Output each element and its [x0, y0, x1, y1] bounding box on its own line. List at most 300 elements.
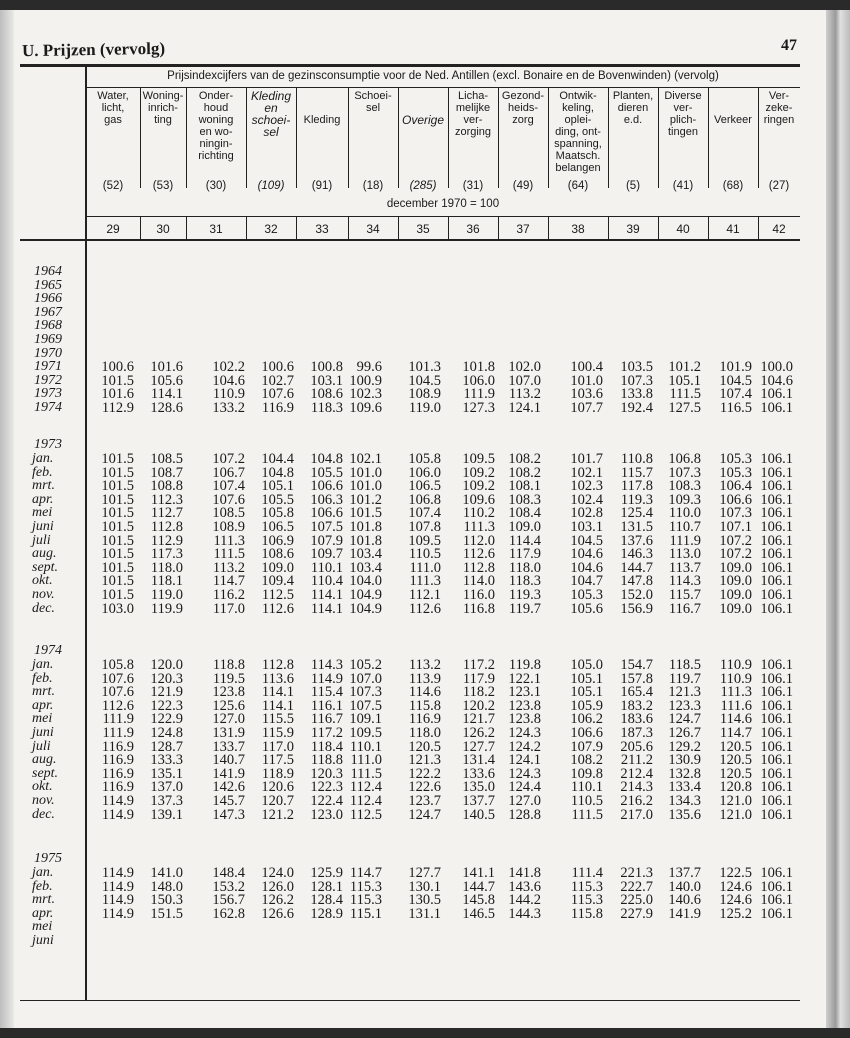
column-weight: (30): [205, 180, 227, 192]
table-cell: 133.6: [462, 765, 495, 782]
table-cell: 109.2: [462, 464, 495, 481]
table-cell: 109.0: [719, 600, 752, 617]
header-bottom-rule: [20, 239, 800, 241]
table-cell: 137.3: [150, 793, 183, 809]
table-cell: 101.5: [101, 451, 134, 467]
table-cell: 110.7: [668, 519, 701, 535]
table-cell: 107.9: [310, 532, 343, 549]
row-label: feb.: [32, 464, 53, 480]
table-cell: 105.0: [570, 657, 603, 673]
table-cell: 156.7: [212, 892, 245, 909]
table-cell: 114.9: [101, 878, 134, 895]
table-row: [0, 794, 820, 808]
table-cell: 100.0: [760, 359, 793, 376]
table-cell: 115.8: [570, 905, 603, 922]
row-label: 1972: [34, 372, 62, 388]
table-cell: 102.8: [570, 505, 603, 522]
row-label: apr.: [32, 491, 54, 507]
table-cell: 126.0: [261, 878, 294, 895]
table-cell: 135.6: [668, 806, 701, 823]
table-cell: 111.3: [463, 519, 495, 535]
table-cell: 120.5: [719, 765, 752, 782]
table-cell: 116.9: [101, 738, 134, 755]
table-row: [0, 588, 820, 602]
table-cell: 148.0: [150, 878, 183, 895]
table-cell: 116.5: [719, 400, 752, 416]
column-weight: (52): [102, 180, 124, 192]
table-cell: 105.5: [310, 464, 343, 481]
table-cell: 107.1: [719, 519, 752, 535]
table-cell: 107.2: [719, 546, 752, 563]
table-cell: 109.0: [508, 519, 541, 535]
table-cell: 107.0: [508, 372, 541, 389]
table-cell: 126.2: [462, 725, 495, 741]
table-cell: 108.3: [508, 491, 541, 508]
table-cell: 115.3: [570, 878, 603, 895]
table-cell: 106.1: [760, 386, 793, 403]
table-cell: 103.1: [310, 372, 343, 389]
table-cell: 110.2: [462, 505, 495, 522]
column-number: 37: [516, 222, 530, 236]
table-cell: 128.9: [310, 905, 343, 922]
table-cell: 121.3: [408, 752, 441, 769]
column-header: Kleding: [303, 114, 341, 126]
row-label: 1971: [34, 359, 62, 375]
table-row: [0, 292, 820, 306]
table-cell: 125.4: [620, 505, 653, 522]
table-cell: 135.1: [150, 765, 183, 782]
table-cell: 131.9: [212, 725, 245, 741]
column-number: 33: [315, 222, 329, 236]
table-cell: 142.6: [212, 779, 245, 796]
table-cell: 113.6: [261, 670, 294, 687]
table-cell: 101.6: [150, 359, 183, 376]
table-cell: 137.0: [150, 779, 183, 796]
table-cell: 124.6: [719, 892, 752, 909]
column-number: 41: [726, 222, 740, 236]
table-cell: 106.1: [760, 587, 793, 603]
table-cell: 111.5: [213, 546, 245, 563]
table-cell: 117.2: [462, 657, 495, 673]
row-label: jan.: [32, 451, 54, 466]
table-cell: 109.2: [462, 478, 495, 495]
table-cell: 113.2: [408, 657, 441, 673]
table-cell: 141.9: [668, 905, 701, 922]
table-cell: 130.1: [408, 878, 441, 895]
table-row: [0, 452, 820, 466]
table-row: [0, 934, 820, 948]
table-cell: 106.1: [760, 892, 793, 909]
table-cell: 106.7: [212, 464, 245, 481]
table-cell: 154.7: [620, 657, 653, 673]
column-weight: (5): [625, 180, 641, 192]
table-cell: 118.0: [408, 725, 441, 741]
table-cell: 131.4: [462, 752, 495, 769]
table-cell: 114.7: [349, 865, 382, 881]
table-cell: 115.4: [310, 684, 343, 701]
table-cell: 126.7: [668, 725, 701, 741]
row-label: 1966: [34, 291, 62, 307]
table-cell: 108.9: [408, 386, 441, 403]
table-cell: 141.1: [462, 865, 495, 881]
table-cell: 104.6: [570, 546, 603, 563]
table-cell: 103.6: [570, 386, 603, 403]
table-cell: 101.5: [101, 587, 134, 603]
table-cell: 123.8: [508, 697, 541, 714]
table-cell: 114.1: [310, 600, 343, 617]
table-cell: 141.9: [212, 765, 245, 782]
table-cell: 109.6: [349, 400, 382, 416]
table-cell: 118.0: [508, 559, 541, 576]
table-cell: 133.4: [668, 779, 701, 796]
table-cell: 110.5: [570, 793, 603, 809]
table-cell: 121.0: [719, 806, 752, 823]
table-cell: 110.9: [719, 670, 752, 687]
table-cell: 101.5: [349, 505, 382, 522]
table-cell: 106.1: [760, 670, 793, 687]
table-cell: 120.5: [719, 752, 752, 769]
table-cell: 119.7: [508, 600, 541, 617]
table-cell: 118.5: [668, 657, 701, 673]
table-cell: 106.1: [760, 725, 793, 741]
table-cell: 114.3: [668, 573, 701, 590]
table-cell: 140.6: [668, 892, 701, 909]
table-cell: 183.6: [620, 711, 653, 728]
table-cell: 105.1: [261, 478, 294, 495]
table-cell: 123.3: [668, 697, 701, 714]
table-cell: 110.5: [408, 546, 441, 563]
column-weight: (64): [567, 180, 589, 192]
table-cell: 137.6: [620, 532, 653, 549]
table-cell: 130.5: [408, 892, 441, 909]
table-cell: 114.3: [310, 657, 343, 673]
column-header: Diverse ver- plich- tingen: [664, 90, 702, 138]
table-cell: 114.9: [101, 793, 134, 809]
row-label: jan.: [32, 865, 54, 880]
table-cell: 104.9: [349, 600, 382, 617]
table-cell: 114.6: [719, 711, 752, 728]
table-cell: 105.2: [349, 657, 382, 673]
table-cell: 108.4: [508, 505, 541, 522]
table-cell: 123.8: [508, 711, 541, 728]
row-label: okt.: [32, 573, 53, 589]
row-label: aug.: [32, 752, 57, 768]
table-cell: 101.0: [349, 478, 382, 495]
table-cell: 114.1: [261, 697, 294, 714]
table-cell: 101.5: [101, 464, 134, 481]
table-cell: 147.8: [620, 573, 653, 590]
table-cell: 117.3: [150, 546, 183, 563]
table-cell: 124.2: [508, 738, 541, 755]
table-cell: 110.8: [620, 451, 653, 467]
table-cell: 121.2: [261, 806, 294, 823]
table-cell: 165.4: [620, 684, 653, 701]
table-cell: 100.6: [261, 359, 294, 376]
column-header: Onder- houd woning en wo- ningin- richting: [198, 90, 234, 162]
table-row: [0, 279, 820, 293]
table-cell: 117.5: [261, 752, 294, 769]
table-cell: 137.7: [462, 793, 495, 809]
table-cell: 146.5: [462, 905, 495, 922]
table-cell: 110.0: [668, 505, 701, 522]
table-cell: 112.6: [408, 600, 441, 617]
table-cell: 112.7: [150, 505, 183, 522]
section-heading: 1973: [34, 437, 62, 452]
table-cell: 115.7: [620, 464, 653, 481]
table-cell: 128.1: [310, 878, 343, 895]
table-cell: 106.1: [760, 559, 793, 576]
table-cell: 140.0: [668, 878, 701, 895]
column-header: Gezond- heids- zorg: [501, 90, 545, 126]
table-cell: 124.3: [508, 765, 541, 782]
table-cell: 108.5: [150, 451, 183, 467]
table-cell: 106.3: [310, 491, 343, 508]
row-label: mrt.: [32, 478, 55, 494]
table-cell: 102.2: [212, 359, 245, 376]
table-cell: 162.8: [212, 905, 245, 922]
row-label: 1974: [34, 400, 62, 415]
table-cell: 139.1: [150, 806, 183, 823]
table-cell: 116.9: [408, 711, 441, 728]
table-cell: 102.1: [570, 464, 603, 481]
table-cell: 183.2: [620, 697, 653, 714]
base-period: december 1970 = 100: [386, 198, 500, 210]
table-cell: 114.9: [101, 892, 134, 909]
table-cell: 106.1: [760, 451, 793, 467]
table-cell: 125.6: [212, 697, 245, 714]
row-label: feb.: [32, 670, 53, 686]
table-cell: 227.9: [620, 905, 653, 922]
table-cell: 144.3: [508, 905, 541, 922]
table-cell: 109.0: [719, 587, 752, 603]
row-label: aug.: [32, 546, 57, 562]
table-cell: 124.1: [508, 752, 541, 769]
base-rule: [86, 216, 800, 217]
table-cell: 112.8: [462, 559, 495, 576]
table-cell: 124.8: [150, 725, 183, 741]
table-cell: 105.8: [408, 451, 441, 467]
table-cell: 112.0: [462, 532, 495, 549]
column-header: Overige: [401, 113, 445, 127]
table-cell: 106.1: [760, 491, 793, 508]
table-cell: 124.7: [408, 806, 441, 823]
table-cell: 116.1: [310, 697, 343, 714]
table-cell: 129.2: [668, 738, 701, 755]
table-cell: 105.6: [150, 372, 183, 389]
table-cell: 111.4: [571, 865, 603, 881]
row-label: juli: [32, 738, 51, 754]
table-cell: 140.5: [462, 806, 495, 823]
table-cell: 104.9: [349, 587, 382, 603]
row-label: 1973: [34, 386, 62, 402]
table-cell: 117.2: [310, 725, 343, 741]
column-weight: (109): [257, 180, 285, 192]
table-cell: 107.0: [349, 670, 382, 687]
table-cell: 225.0: [620, 892, 653, 909]
table-cell: 112.6: [101, 697, 134, 714]
table-cell: 120.7: [261, 793, 294, 809]
table-cell: 115.1: [349, 905, 382, 922]
column-header: Ontwik- keling, oplei- ding, ont- spanning, Maatsch. belangen: [554, 90, 602, 174]
table-cell: 119.7: [668, 670, 701, 687]
row-label: juli: [32, 532, 51, 548]
table-cell: 115.9: [261, 725, 294, 741]
column-weight: (31): [462, 180, 484, 192]
table-cell: 112.4: [349, 779, 382, 796]
table-cell: 217.0: [620, 806, 653, 823]
table-cell: 106.1: [760, 519, 793, 535]
scan-bottom-border: [0, 1028, 850, 1038]
table-cell: 114.6: [408, 684, 441, 701]
column-weight: (27): [768, 180, 790, 192]
table-cell: 109.7: [310, 546, 343, 563]
table-row: [0, 333, 820, 347]
table-cell: 133.3: [150, 752, 183, 769]
table-cell: 107.5: [310, 519, 343, 535]
table-cell: 106.8: [408, 491, 441, 508]
table-cell: 113.2: [508, 386, 541, 403]
column-header: Kleding en schoei- sel: [250, 89, 292, 139]
table-cell: 118.3: [310, 400, 343, 416]
table-cell: 114.9: [310, 670, 343, 687]
table-cell: 144.7: [620, 559, 653, 576]
table-cell: 100.4: [570, 359, 603, 376]
table-cell: 112.8: [150, 519, 183, 535]
table-cell: 106.1: [760, 697, 793, 714]
table-cell: 101.5: [101, 478, 134, 495]
row-label: nov.: [32, 793, 55, 808]
table-cell: 116.9: [101, 779, 134, 796]
table-cell: 124.1: [508, 400, 541, 416]
table-cell: 114.4: [508, 532, 541, 549]
table-cell: 107.4: [212, 478, 245, 495]
table-cell: 107.6: [261, 386, 294, 403]
table-row: [0, 808, 820, 822]
table-cell: 118.8: [212, 657, 245, 673]
table-cell: 107.6: [101, 684, 134, 701]
table-row: [0, 726, 820, 740]
table-cell: 109.3: [668, 491, 701, 508]
table-cell: 100.6: [101, 359, 134, 376]
table-cell: 117.0: [212, 600, 245, 617]
table-cell: 111.3: [213, 532, 245, 549]
column-weight: (68): [722, 180, 744, 192]
table-cell: 103.0: [101, 600, 134, 617]
table-cell: 151.5: [150, 905, 183, 922]
table-cell: 114.7: [212, 573, 245, 590]
table-cell: 122.9: [150, 711, 183, 728]
column-number: 39: [626, 222, 640, 236]
table-cell: 212.4: [620, 765, 653, 782]
column-weight: (91): [311, 180, 333, 192]
row-label: apr.: [32, 697, 54, 713]
table-cell: 114.1: [310, 587, 343, 603]
table-cell: 109.4: [261, 573, 294, 590]
table-cell: 116.0: [462, 587, 495, 603]
table-cell: 112.3: [150, 491, 183, 508]
column-header: Ver- zeke- ringen: [763, 90, 795, 126]
table-title: Prijsindexcijfers van de gezinsconsumptie voor de Ned. Antillen (excl. Bonaire en de Bovenwinden) (vervolg): [167, 70, 719, 82]
table-cell: 106.1: [760, 400, 793, 416]
table-cell: 103.4: [349, 559, 382, 576]
row-label: jan.: [32, 657, 54, 672]
table-cell: 100.9: [349, 372, 382, 389]
table-cell: 141.8: [508, 865, 541, 881]
column-header: Licha- melijke ver- zorging: [454, 90, 492, 138]
row-label: okt.: [32, 779, 53, 795]
table-cell: 107.8: [408, 519, 441, 535]
row-label: apr.: [32, 905, 54, 921]
table-cell: 192.4: [620, 400, 653, 416]
table-cell: 108.6: [310, 386, 343, 403]
table-cell: 115.3: [349, 892, 382, 909]
table-cell: 106.1: [760, 765, 793, 782]
table-cell: 109.0: [261, 559, 294, 576]
table-cell: 121.9: [150, 684, 183, 701]
table-cell: 105.6: [570, 600, 603, 617]
table-cell: 109.5: [462, 451, 495, 467]
table-cell: 144.2: [508, 892, 541, 909]
column-weight: (18): [362, 180, 384, 192]
table-cell: 214.3: [620, 779, 653, 796]
table-cell: 103.5: [620, 359, 653, 376]
table-cell: 113.0: [668, 546, 701, 563]
table-row: [0, 602, 820, 616]
table-cell: 104.5: [408, 372, 441, 389]
table-cell: 106.1: [760, 752, 793, 769]
table-cell: 107.4: [719, 386, 752, 403]
column-weight: (53): [152, 180, 174, 192]
table-cell: 106.9: [261, 532, 294, 549]
table-cell: 112.9: [150, 532, 183, 549]
table-cell: 104.0: [349, 573, 382, 590]
table-cell: 114.7: [719, 725, 752, 741]
table-cell: 101.5: [101, 505, 134, 522]
table-cell: 113.7: [668, 559, 701, 576]
table-cell: 104.6: [570, 559, 603, 576]
table-cell: 119.0: [408, 400, 441, 416]
row-label: 1969: [34, 332, 62, 347]
table-cell: 101.0: [570, 372, 603, 389]
table-cell: 140.7: [212, 752, 245, 769]
table-cell: 101.9: [719, 359, 752, 376]
column-weight: (41): [672, 180, 694, 192]
table-cell: 145.8: [462, 892, 495, 909]
table-cell: 106.1: [760, 546, 793, 563]
table-cell: 127.5: [668, 400, 701, 416]
table-cell: 118.8: [310, 752, 343, 769]
table-cell: 100.8: [310, 359, 343, 376]
table-cell: 109.0: [719, 559, 752, 576]
row-label: mei: [32, 711, 53, 727]
table-cell: 112.9: [101, 400, 134, 416]
table-cell: 122.2: [408, 765, 441, 782]
table-cell: 106.1: [760, 657, 793, 673]
table-row: [0, 306, 820, 320]
table-cell: 148.4: [212, 865, 245, 881]
table-bottom-rule: [20, 1000, 800, 1001]
column-number: 30: [156, 222, 170, 236]
table-cell: 111.5: [350, 765, 382, 782]
table-cell: 114.0: [462, 573, 495, 590]
column-header: Water, licht, gas: [97, 90, 129, 126]
table-cell: 109.8: [570, 765, 603, 782]
table-cell: 107.3: [620, 372, 653, 389]
table-cell: 156.9: [620, 600, 653, 617]
row-label: 1970: [34, 345, 62, 361]
table-cell: 157.8: [620, 670, 653, 687]
table-cell: 102.3: [570, 478, 603, 495]
